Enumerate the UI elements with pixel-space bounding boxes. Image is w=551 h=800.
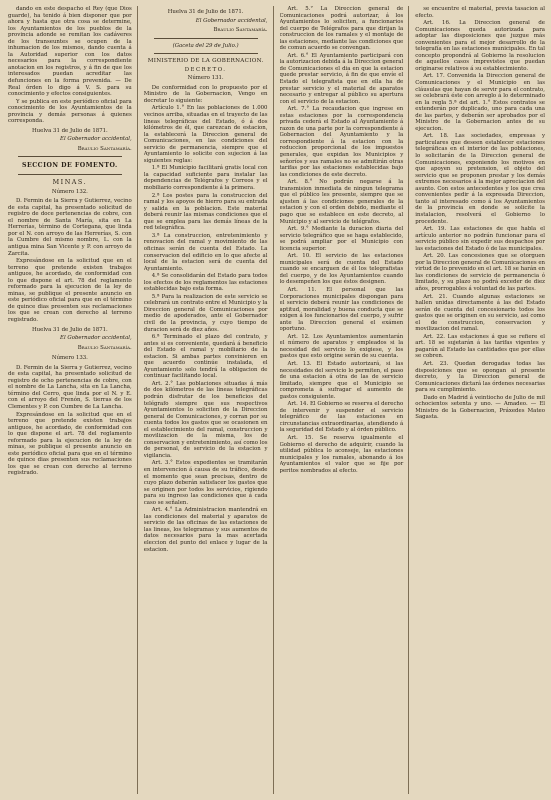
ministry-heading: MINISTERIO DE LA GOBERNACION. xyxy=(147,58,264,65)
paragraph: Art. 10. El servicio de las estaciones municipales será de cuenta del Estado cuando se encarguen de él los telegrafistas del cuerpo, y de los Ayuntamientos cuando lo desempeñen los que éstos designen. xyxy=(279,253,404,286)
subsection-heading: MINAS. xyxy=(52,178,88,187)
paragraph: 4.ª Se consolidarán del Estado para todos los efectos de los reglamentos las estaciones establecidas bajo esta forma. xyxy=(143,273,268,293)
column-2 xyxy=(144,6,274,794)
paragraph: Art. 3.° Estos expedientes se tramitarán en intervencion á causa de su tráfico, desde el momento que sean precisas, dentro de cuyo plazo deberán satisfacer los gastos que se originen por todos los servicios, rigiendo para su ingreso las condiciones que á cada caso se señalen. xyxy=(143,460,268,506)
signature-name: Braulio Santamaría. xyxy=(213,27,268,34)
decree-heading: DECRETO. xyxy=(184,66,227,73)
paragraph: Art. 2.° Las poblaciones situadas á más de dos kilómetros de las lineas telegráficas podrán disfrutar de los beneficios del telégrafo siempre que sus respectivos Ayuntamientos lo soliciten de la Direccion general de Comunicaciones, y corran por su cuenta todos los gastos que se ocasionen en el establecimiento del ramal, construccion y movilizacion de la misma, los de conservacion y entretenimiento, así como los de personal, de servicio de la estacion y vigilancia. xyxy=(143,380,268,459)
paragraph: 5.ª Para la realizacion de este servicio se celebrará un contrato entre el Municipio y la Direccion general de Comunicaciones por medio de apoderados, ante el Gobernador civil de la provincia, y cuyo tiempo de duracion será de diez años. xyxy=(143,293,268,333)
column-4 xyxy=(415,6,545,794)
dateline: Huelva 31 de Julio de 1871. xyxy=(31,326,108,333)
paragraph: Art. 13. El Estado autorizará, si las necesidades del servicio lo permiten, el paso de una estacion á otra de las de servicio limitado, siempre que el Municipio se comprometa á sufragar el aumento de gastos consiguiente. xyxy=(279,360,404,400)
divider xyxy=(154,38,258,39)
paragraph: Art. 12. Los Ayuntamientos aumentarán el número de aparatos y empleados si la necesidad del servicio lo exigiese, y los gastos que esto origine serán de su cuenta. xyxy=(279,333,404,360)
paragraph: Art. 5.° La Direccion general de Comunicaciones podrá autorizar, á los Ayuntamientos lo soliciten, a funcionarios del cuerpo de Telégrafos para que dirijan la construccion de los ramales y el montaje de las estaciones, mediante las condiciones que de comun acuerdo se convengan. xyxy=(279,6,404,52)
paragraph: 3.ª La construccion, entretenimiento y renovacion del ramal y movimiento de las oficinas serán de cuenta del Estado. La conservacion del edificio en lo que afecte al local de la estacion será de cuenta del Ayuntamiento. xyxy=(143,232,268,272)
column-3 xyxy=(280,6,410,794)
paragraph: Art. 15. Se reserva igualmente el Gobierno el derecho de adquirir, cuando la utilidad pública lo aconseje, las estaciones municipales y los ramales, abonando á los Ayuntamientos el valor que se fije por peritos nombrados al efecto. xyxy=(279,435,404,474)
paragraph: De conformidad con lo propuesto por el Ministro de la Gobernacion, Vengo en decretar lo siguiente: xyxy=(143,84,268,104)
paragraph: Art. 16. La Direccion general de Comunicaciones queda autorizada para adoptar las disposiciones que juzgue más convenientes para el mejor desarrollo de la telegrafía en las estaciones municipales. En tal concepto propondrá al Gobierno la resolucion de aquellos casos imprevistos que puedan originarse relativos á su establecimiento. xyxy=(415,20,545,72)
paragraph: dando en este despacho el Rey (que Dios guarde), ha tenido á bien disponer que por ahora y hasta que otra cosa se determine, los Ayuntamientos de los pueblos de la provincia adonde se remitan los cadáveres de los transeuntes se ocupen de la inhumacion de los mismos, dando cuenta á la Autoridad superior con los datos necesarios para la correspondiente anotacion en los registros, y á fin de que los interesados puedan acreditar las defunciones en la forma prevenida. — De Real órden lo digo á V. S. para su conocimiento y efectos consiguientes. xyxy=(8,6,132,98)
signature-title: El Gobernador accidental, xyxy=(60,335,132,342)
paragraph: Art. 7.° La recaudacion que ingrese en estas estaciones por la correspondencia privada cederá el Estado al Ayuntamiento á razon de una parte por la correspondiente á Gobernacion del Ayuntamiento y la correspondiente á la estacion con la reduccion proporcional de los impuestos generales, que expidan los Municipios y señoríos y sus ramales no se admitirán otras tarifas por las estaciones establecidas bajo las condiciones de este decreto. xyxy=(279,106,404,178)
paragraph: 2.ª Los postes para la construccion del ramal y los apoyos de hierro para su entrada y salida en la poblacion. Este material deberá reunir las mismas condiciones que el que se emplea para las demás líneas de la red telegráfica. xyxy=(143,192,268,232)
paragraph: Expresándose en la solicitud que en el terreno que pretende existen trabajos antiguos, he acordado, de conformidad con lo que dispone el art. 78 del reglamento reformado para la ejecucion de la ley de minas, se publique el presente anuncio en este periódico oficial para que en el término de quince dias presenten sus reclamaciones los que se crean con derecho al terreno registrado. xyxy=(8,258,132,323)
dateline: Huelva 31 de Julio de 1871. xyxy=(167,9,244,15)
paragraph: Expresándose en la solicitud que en el terreno que pretende existen trabajos antiguos, he acordado, de conformidad con lo que dispone el art. 78 del reglamento reformado para la ejecucion de la ley de minas, se publique el presente anuncio en este periódico oficial para que en el término de quince dias presenten sus reclamaciones los que se crean con derecho al terreno registrado. xyxy=(8,411,132,477)
paragraph: Art. 6.° El Ayuntamiento participará con la autorizacion debida á la Direccion general de Comunicaciones el dia en que la estacion quede prestar servicio, á fin de que envíe el Estado el telegrafista que en ella ha de prestar servicio y el material de aparatos necesario y entregar al público su apertura con el servicio de la estacion. xyxy=(279,52,404,105)
item-number: Número 133. xyxy=(51,355,88,362)
paragraph: Art. 11. El personal que las Corporaciones municipales dispongan para el servicio deberá reunir las condiciones de aptitud, moralidad y buena conducta que se exigen á los funcionarios del cuerpo, y sufrir ante la Direccion general el exámen oportuno. xyxy=(279,286,404,333)
paragraph: D. Fermin de la Sierra y Gutierrez, vecino de esta capital, ha presentado solicitud de registro de ocho pertenencias de cobre, con el nombre de La Lancha, sita en La Lancha, término del Cerro, que linda por el N. y E. con el arroyo del Frenón, S. tierras de los Clementes y P. con Cumbre de La Lancha. xyxy=(8,364,132,410)
paragraph: Art. 9.° Mediante la duracion diaria del servicio telegráfico que se haga establecido, se podrá ampliar por el Municipio con licencia superior. xyxy=(279,226,404,252)
column-1 xyxy=(8,6,138,794)
paragraph: Art. 18. Las sociedades, empresas y particulares que deseen establecer estaciones telegráficas en el interior de las poblaciones, lo solicitarán de la Direccion general de Comunicaciones, exponiendo los motivos en que apoyen su pretension, el objeto del servicio que se proponen prestar y los demás extremos necesarios á la mejor apreciacion del asunto. Con estos antecedentes y los que crea convenientes pedir á la expresada Direccion, tanto al interesado como á los Ayuntamientos de la provincia en donde se solicite la instalacion, resolverá el Gobierno lo procedente. xyxy=(415,133,545,225)
signature-name: Braulio Santamaría. xyxy=(77,344,132,351)
signature-title: El Gobernador accidental, xyxy=(195,17,268,24)
paragraph: Art. 14. El Gobierno se reserva el derecho de intervenir y suspender el servicio telegráfico de las estaciones en circunstancias extraordinarias, atendiendo á la seguridad del Estado y al órden público. xyxy=(279,401,404,434)
paragraph: Art. 8.° No podrán negarse á la transmision inmediata de ningun telegrama que el público les presente, siempre que se ajusten á las condiciones generales de la estacion y con el orden debido, mediante el pago que se establece en este decreto, al Municipio y al servicio de telégrafos. xyxy=(279,179,404,225)
divider xyxy=(154,53,258,54)
dateline: Huelva 31 de Julio de 1871. xyxy=(31,127,108,134)
paragraph: Art. 19. Las estaciones de que habla el artículo anterior no podrán funcionar para el servicio público sin expedir sus despachos por las estaciones del Estado ó de las municipales. xyxy=(415,226,545,252)
divider xyxy=(18,174,122,175)
signature-name: Braulio Santamaría. xyxy=(77,145,132,152)
item-number: Número 131. xyxy=(187,75,224,82)
paragraph: 1.ª El Municipio facilitará gratis local con la capacidad suficiente para instalar las dependencias de Telégrafos y Correos y el mobiliario correspondiente á la primera. xyxy=(143,165,268,192)
paragraph: Y se publica en este periódico oficial para conocimiento de los Ayuntamientos de la provincia y demás personas á quienes corresponda. xyxy=(8,98,132,125)
paragraph: D. Fermin de la Sierra y Gutierrez, vecino de esta capital, ha presentado solicitud de registro de doce pertenencias de cobre, con el nombre de Santa María, sita en La Herrerías, término de Cortegana, que linda por el N. con arroyo de las Herrerías, S. con la Cumbre del mismo nombre, L. con la antigua mina San Vicente y P. con arroyo de Zarcita. xyxy=(8,198,132,257)
paragraph: Art. 21. Cuando algunas estaciones se hallen unidas directamente á las del Estado serán de cuenta del concesionario todos los gastos que se originen en su servicio, así como el de construccion, conservacion y movilizacion del ramal. xyxy=(415,293,545,333)
paragraph: Art. 17. Convenida la Direccion general de Comunicaciones y el Municipio en las cláusulas que hayan de servir para el contrato, se celebrará éste con arreglo á lo determinado en la regla 5.ª del art. 1.° Estos contratos se extenderán por duplicado, uno para cada una de las partes, y deberán ser aprobados por el Ministro de la Gobernacion antes de su ejecucion. xyxy=(415,73,545,132)
item-number: Número 132. xyxy=(51,188,88,195)
divider xyxy=(18,156,122,157)
paragraph: Art. 4.° La Administracion mantendrá en las condiciones del material y aparatos de servicio de las oficinas de las estaciones de las lineas, los telegramas y sus aumentos de datos necesarios para la mas acertada eleccion del punto del enlace y lugar de la estacion. xyxy=(143,507,268,553)
signature-title: El Gobernador accidental, xyxy=(60,136,132,143)
paragraph: 6.ª Terminado el plazo del contrato, y antes si es conveniente, quedará á beneficio del Estado el ramal y mobiliario de la estacion. Si ambas partes convinieren en que acuerdo continúe instalada, el Ayuntamiento solo tendrá la obligacion de continuar facilitando local. xyxy=(143,334,268,380)
paragraph: Art. 23. Quedan derogadas todas las disposiciones que se opongan al presente decreto, y la Direccion general de Comunicaciones dictará las órdenes necesarias para su cumplimiento. xyxy=(415,360,545,394)
paragraph: Dado en Madrid á veintiocho de Julio de mil ochocientos setenta y uno. — Amadeo. — El Ministro de la Gobernacion, Práxedes Mateo Sagasta. xyxy=(415,394,545,421)
paragraph: se encuentre el material, previa tasacion al efecto. xyxy=(415,6,545,19)
section-heading: SECCION DE FOMENTO. xyxy=(22,162,118,170)
source-note: (Gaceta del 29 de Julio.) xyxy=(172,42,239,49)
paragraph: Artículo 1.° En las poblaciones de 1.000 vecinos arriba, situadas en el trayecto de las lineas telegráficas del Estado, ó á dos kilómetros de él, que carezcan de estacion, la establecerá la Direccion general de Comunicaciones, en las condiciones del servicio de permanencia, siempre que el Ayuntamiento lo solicite con sujecion á las siguientes reglas: xyxy=(143,105,268,164)
columns-container xyxy=(8,6,545,794)
paragraph: Art. 22. Las estaciones á que se refiere el art. 18 se sujetarán á las tarifas vigentes y pagarán al Estado las cantidades que por ellas se cobren. xyxy=(415,333,545,360)
paragraph: Art. 20. Las concesiones que se otorguen por la Direccion general de Comunicaciones en virtud de lo prevenido en el art. 18 se harán en las condiciones de servicio de permanencia ó limitado, y su plazo no podrá exceder de diez años, prorrogables á voluntad de las partes. xyxy=(415,253,545,292)
